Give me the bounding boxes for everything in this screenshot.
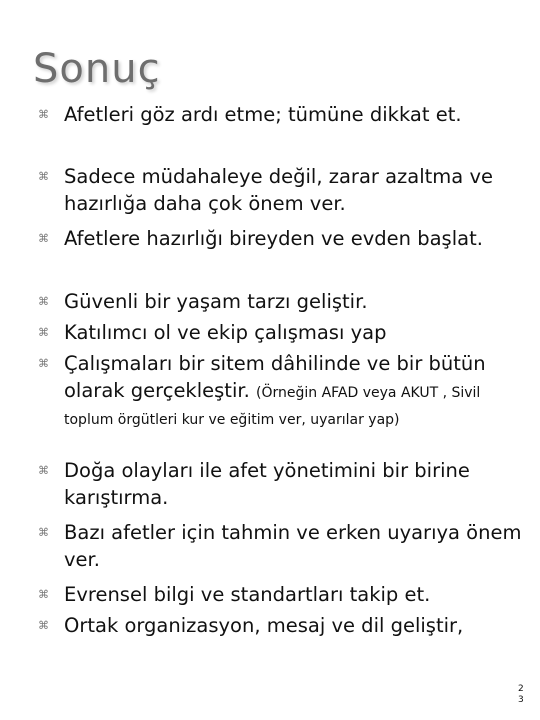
list-item-text: Sadece müdahaleye değil, zarar azaltma ve hazırlığa daha çok önem ver.: [64, 165, 493, 215]
list-item-text: [64, 350, 526, 431]
bullet-arrow-icon: ⌘: [38, 464, 49, 477]
list-item-text: Güvenli bir yaşam tarzı geliştir.: [64, 290, 368, 313]
list-item-text: Katılımcı ol ve ekip çalışması yap: [64, 321, 387, 344]
bullet-arrow-icon: ⌘: [38, 295, 49, 308]
bullet-arrow-icon: ⌘: [38, 232, 49, 245]
slide-title: Sonuç: [33, 46, 161, 92]
list-item-text: Afetlere hazırlığı bireyden ve evden başlat.: [64, 227, 483, 250]
list-item-text: Afetleri göz ardı etme; tümüne dikkat et.: [64, 103, 462, 126]
list-item-text: Evrensel bilgi ve standartları takip et.: [64, 583, 431, 606]
bullet-arrow-icon: ⌘: [38, 326, 49, 339]
bullet-arrow-icon: ⌘: [38, 526, 49, 539]
bullet-arrow-icon: ⌘: [38, 170, 49, 183]
page-number: 23: [518, 684, 524, 705]
bullet-arrow-icon: ⌘: [38, 357, 49, 370]
bullet-arrow-icon: ⌘: [38, 588, 49, 601]
list-item-note: (Örneğin AFAD veya AKUT , Sivil toplum örgütleri kur ve eğitim ver, uyarılar yap): [64, 385, 481, 428]
bullet-arrow-icon: ⌘: [38, 619, 49, 632]
list-item-main-text: Çalışmaları bir sitem dâhilinde ve bir bütün olarak gerçekleştir.: [64, 352, 486, 402]
bullet-arrow-icon: ⌘: [38, 108, 49, 121]
list-item-text: Doğa olayları ile afet yönetimini bir birine karıştırma.: [64, 459, 470, 509]
list-item-text: Bazı afetler için tahmin ve erken uyarıya önem ver.: [64, 521, 522, 571]
list-item-text: Ortak organizasyon, mesaj ve dil geliştir,: [64, 614, 464, 637]
